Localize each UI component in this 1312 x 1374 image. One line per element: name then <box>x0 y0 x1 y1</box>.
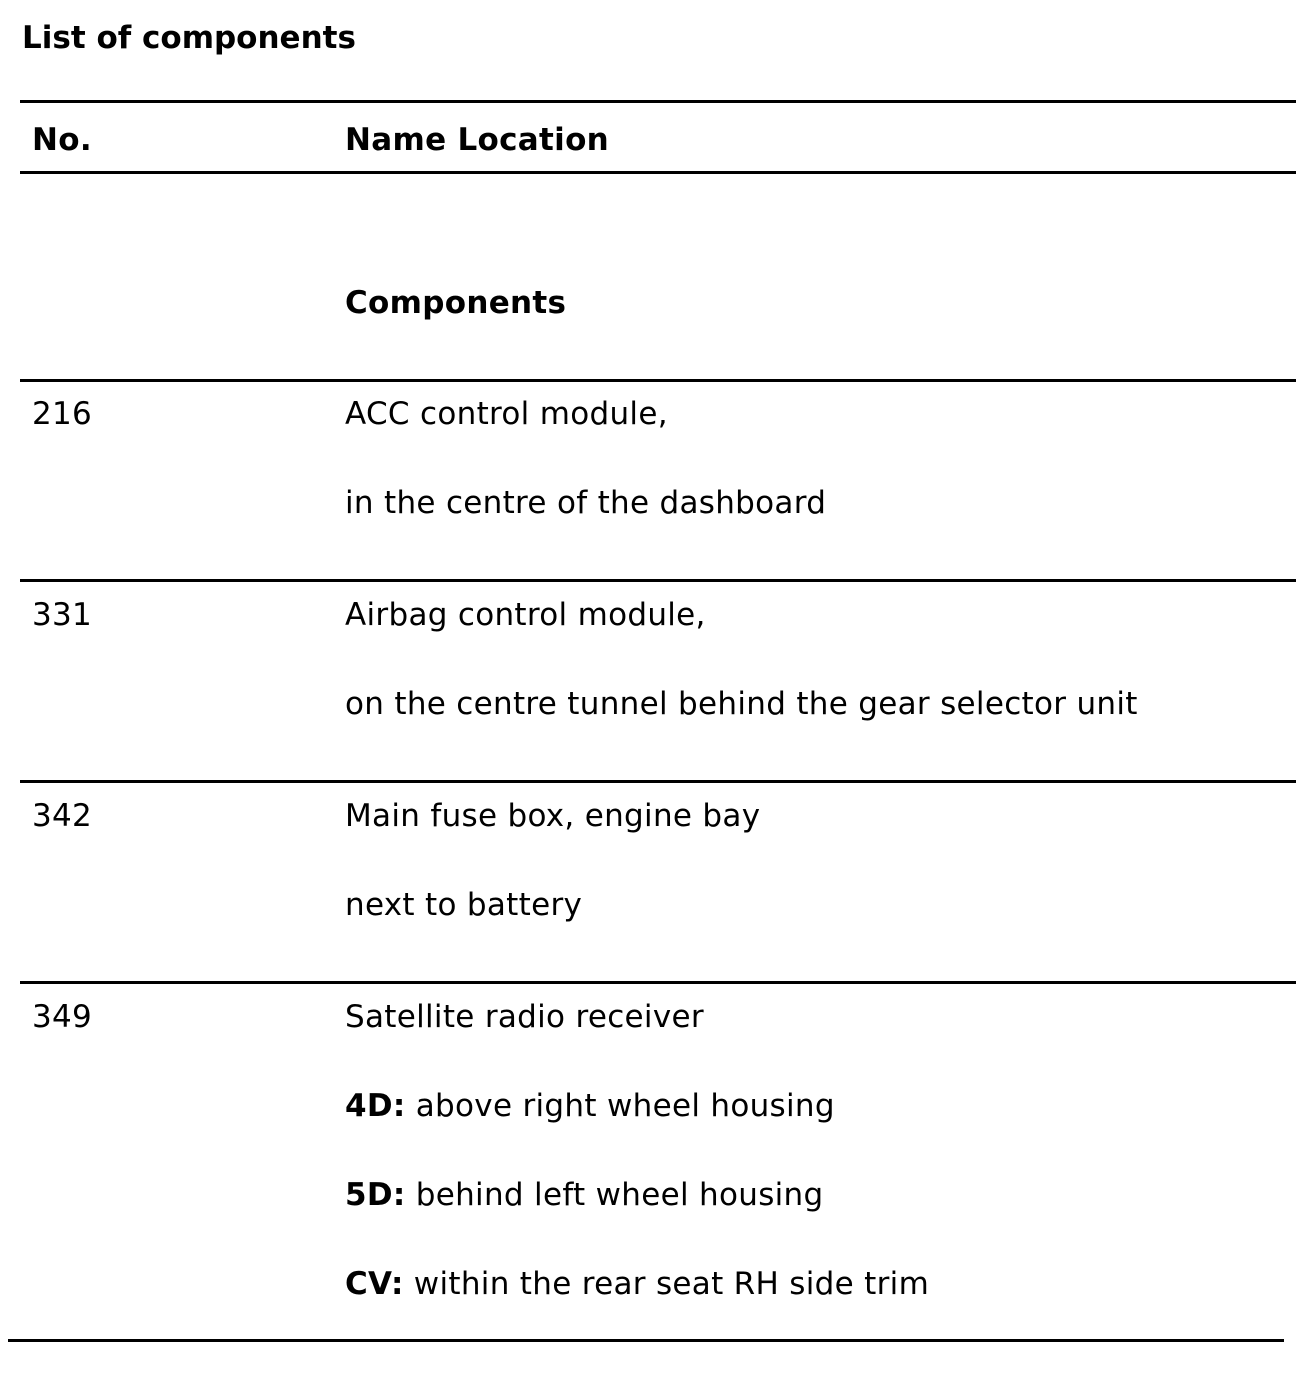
component-number: 349 <box>32 999 93 1035</box>
component-name-line: Main fuse box, engine bay <box>345 798 761 834</box>
component-number: 216 <box>32 396 93 432</box>
page-title: List of components <box>22 20 356 56</box>
component-name-line: ACC control module, <box>345 396 668 432</box>
component-number: 331 <box>32 597 93 633</box>
row-divider <box>20 379 1296 382</box>
component-location-line <box>345 1175 823 1215</box>
variant-label: 4D: <box>345 1088 406 1124</box>
column-header-no: No. <box>32 122 92 158</box>
header-bottom-rule <box>20 171 1296 174</box>
variant-location: within the rear seat RH side trim <box>403 1266 930 1302</box>
variant-label: 5D: <box>345 1177 406 1213</box>
variant-location: behind left wheel housing <box>405 1177 824 1213</box>
table-top-rule <box>20 100 1296 103</box>
component-location-line: in the centre of the dashboard <box>345 485 827 521</box>
component-number: 342 <box>32 798 93 834</box>
component-location-line <box>345 1264 929 1304</box>
component-location-line: on the centre tunnel behind the gear selector unit <box>345 686 1138 722</box>
row-divider <box>20 579 1296 582</box>
row-divider <box>20 780 1296 783</box>
component-name-line: Satellite radio receiver <box>345 999 704 1035</box>
column-header-name-location: Name Location <box>345 122 610 158</box>
section-heading: Components <box>345 285 567 321</box>
table-bottom-rule <box>8 1339 1284 1342</box>
row-divider <box>20 981 1296 984</box>
component-location-line: next to battery <box>345 887 583 923</box>
component-name-line: Airbag control module, <box>345 597 706 633</box>
variant-label: CV: <box>345 1266 404 1302</box>
variant-location: above right wheel housing <box>405 1088 835 1124</box>
component-location-line <box>345 1086 835 1126</box>
